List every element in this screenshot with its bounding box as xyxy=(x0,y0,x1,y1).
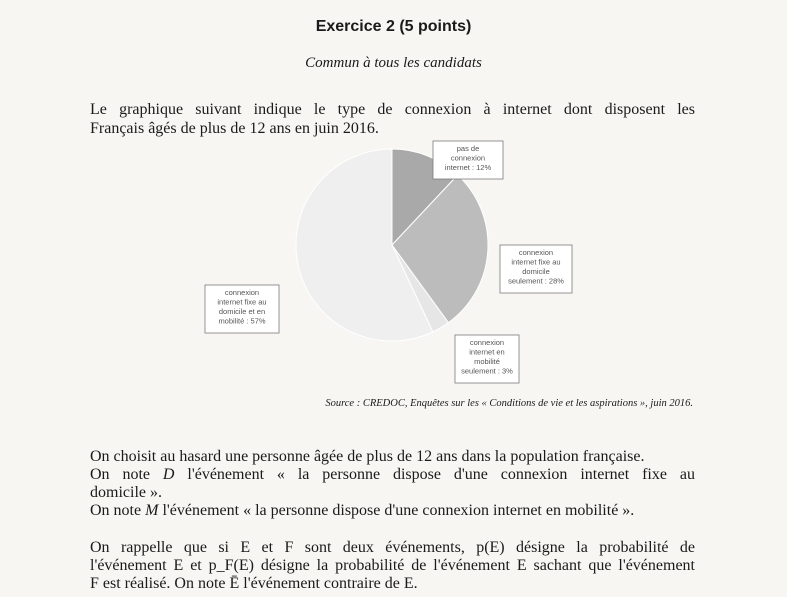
pie-label: connexion internet fixe au domicile seulement : 28% xyxy=(508,248,564,286)
sentence-3: On note M l'événement « la personne dispose d'une connexion internet en mobilité ». xyxy=(90,502,635,519)
exercise-subtitle: Commun à tous les candidats xyxy=(305,55,482,71)
pie-chart xyxy=(190,135,590,390)
sentence-2 xyxy=(90,466,695,502)
pie-label: pas de connexion internet : 12% xyxy=(444,144,492,172)
intro-line-1: Le graphique suivant indique le type de connexion à internet dont disposent les xyxy=(90,101,695,118)
pie-label: connexion internet fixe au domicile et en mobilité : 57% xyxy=(217,288,267,326)
reminder-line-3: F est réalisé. On note Ē l'événement contraire de E. xyxy=(90,575,418,592)
pie-label: connexion internet en mobilité seulement : 3% xyxy=(461,338,513,376)
sentence-2-line-1: On note D l'événement « la personne dispose d'une connexion internet fixe au xyxy=(90,466,695,483)
chart-source: Source : CREDOC, Enquêtes sur les « Conditions de vie et les aspirations », juin 2016. xyxy=(325,398,693,409)
exercise-title: Exercice 2 (5 points) xyxy=(315,18,472,35)
sentence-2-line-2: domicile ». xyxy=(90,484,162,501)
intro-line-2: Français âgés de plus de 12 ans en juin 2016. xyxy=(90,120,379,137)
reminder-line-1: On rappelle que si E et F sont deux événements, p(E) désigne la probabilité de xyxy=(90,539,695,556)
sentence-1: On choisit au hasard une personne âgée de plus de 12 ans dans la population française. xyxy=(90,448,645,465)
intro-paragraph xyxy=(90,100,695,138)
reminder-line-2: l'événement E et p_F(E) désigne la probabilité de l'événement E sachant que l'événement xyxy=(90,557,695,574)
reminder-paragraph xyxy=(90,539,695,593)
